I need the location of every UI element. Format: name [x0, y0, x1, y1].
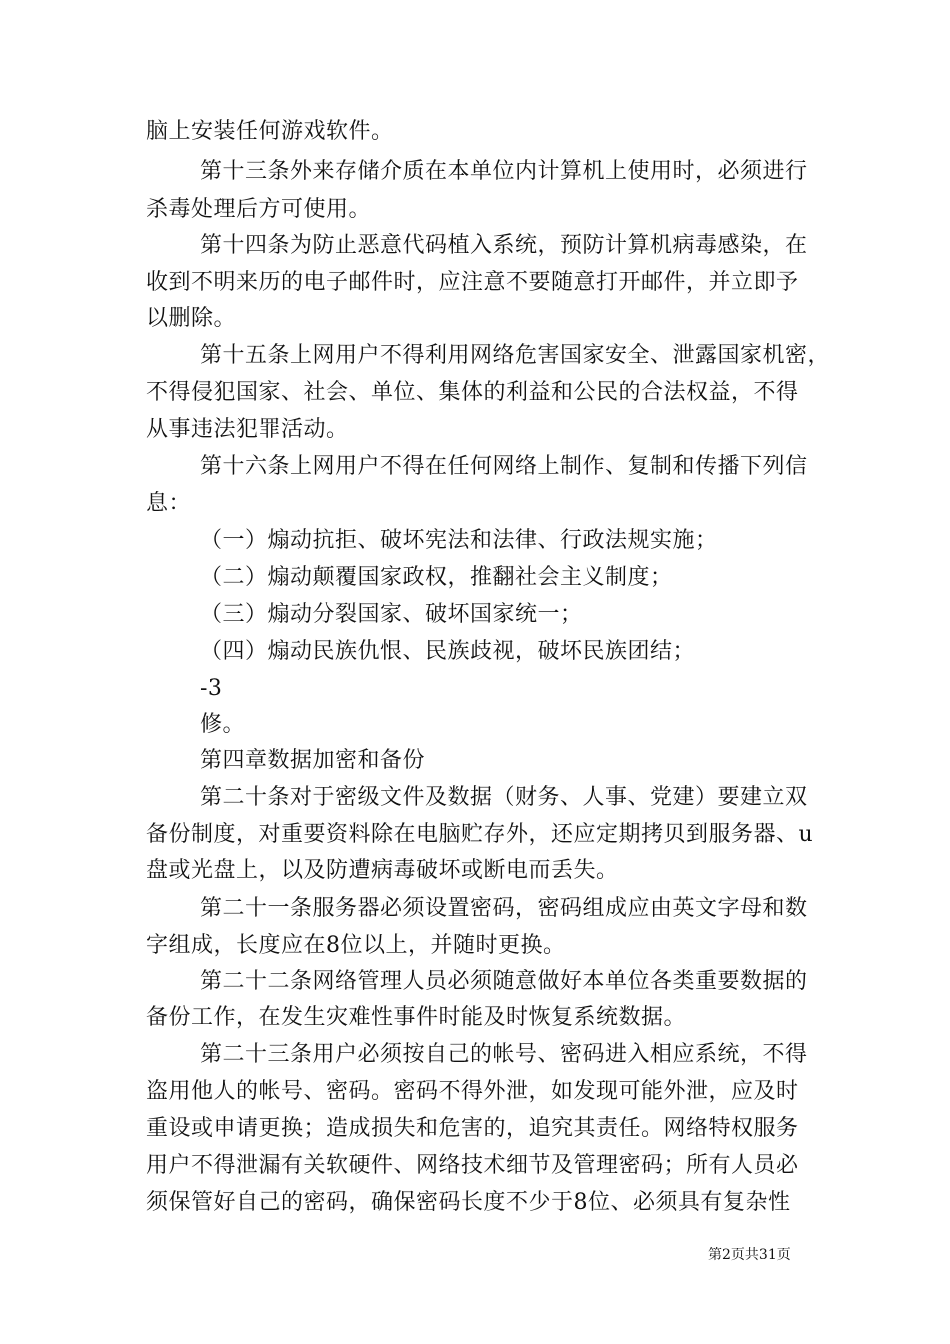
text-line: 第二十三条用户必须按自己的帐号、密码进入相应系统，不得	[200, 1042, 808, 1067]
list-item: （二）煽动颠覆国家政权，推翻社会主义制度；	[200, 565, 673, 590]
text-line: 第二十条对于密级文件及数据（财务、人事、党建）要建立双	[200, 785, 808, 810]
text-line: 第二十二条网络管理人员必须随意做好本单位各类重要数据的	[200, 969, 808, 994]
text-line: 以删除。	[146, 306, 237, 331]
chapter-heading: 第四章数据加密和备份	[200, 748, 426, 773]
text-line: 不得侵犯国家、社会、单位、集体的利益和公民的合法权益，不得	[146, 380, 799, 405]
text-line: 脑上安装任何游戏软件。	[146, 119, 394, 144]
text-line: -3	[200, 676, 223, 701]
text-line: 修。	[200, 712, 246, 737]
text-line: 盗用他人的帐号、密码。密码不得外泄，如发现可能外泄，应及时	[146, 1079, 799, 1104]
text-line: 收到不明来历的电子邮件时，应注意不要随意打开邮件，并立即予	[146, 270, 799, 295]
text-line: 杀毒处理后方可使用。	[146, 197, 372, 222]
text-line: 第十三条外来存储介质在本单位内计算机上使用时，必须进行	[200, 159, 808, 184]
text-line: 从事违法犯罪活动。	[146, 417, 349, 442]
text-line: 字组成，长度应在8位以上，并随时更换。	[146, 933, 566, 958]
text-line: 备份工作，在发生灾难性事件时能及时恢复系统数据。	[146, 1005, 687, 1030]
text-line: 用户不得泄漏有关软硬件、网络技术细节及管理密码；所有人员必	[146, 1153, 799, 1178]
text-line: 重设或申请更换；造成损失和危害的，追究其责任。网络特权服务	[146, 1116, 799, 1141]
text-line: 须保管好自己的密码，确保密码长度不少于8位、必须具有复杂性	[146, 1190, 791, 1215]
text-line: 备份制度，对重要资料除在电脑贮存外，还应定期拷贝到服务器、u	[146, 822, 814, 847]
text-line: 息：	[146, 491, 192, 516]
list-item: （一）煽动抗拒、破坏宪法和法律、行政法规实施；	[200, 528, 718, 553]
text-line: 第十四条为防止恶意代码植入系统，预防计算机病毒感染，在	[200, 233, 808, 258]
text-line: 盘或光盘上，以及防遭病毒破坏或断电而丢失。	[146, 858, 619, 883]
page-number-footer: 第2页共31页	[708, 1247, 791, 1263]
text-line: 第十六条上网用户不得在任何网络上制作、复制和传播下列信	[200, 454, 808, 479]
list-item: （三）煽动分裂国家、破坏国家统一；	[200, 602, 583, 627]
text-line: 第二十一条服务器必须设置密码，密码组成应由英文字母和数	[200, 896, 808, 921]
list-item: （四）煽动民族仇恨、民族歧视，破坏民族团结；	[200, 639, 696, 664]
text-line: 第十五条上网用户不得利用网络危害国家安全、泄露国家机密，	[200, 343, 831, 368]
